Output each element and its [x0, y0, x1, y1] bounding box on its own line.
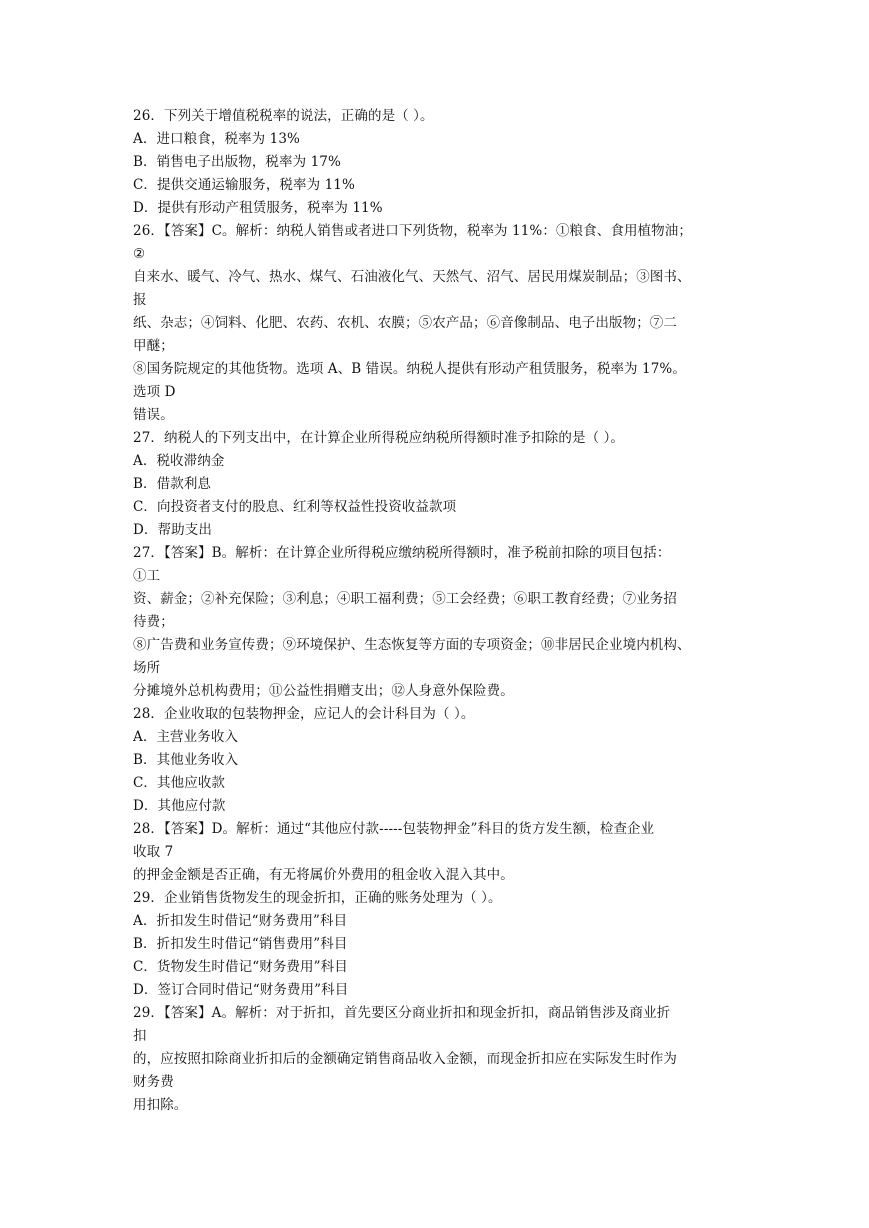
text-line: 场所: [133, 660, 161, 676]
text-line: B．折扣发生时借记“销售费用”科目: [133, 936, 348, 952]
text-line: B．销售电子出版物，税率为 17%: [133, 154, 341, 170]
text-line: 待费；: [133, 614, 174, 630]
text-line: 扣: [133, 1028, 147, 1044]
text-line: 选项 D: [133, 384, 176, 400]
text-line: 分摊境外总机构费用；⑪公益性捐赠支出；⑫人身意外保险费。: [133, 683, 514, 699]
text-line: 报: [133, 292, 147, 308]
text-line: B．其他业务收入: [133, 752, 239, 768]
text-line: A．主营业务收入: [133, 729, 239, 745]
text-line: 错误。: [133, 407, 174, 423]
text-line: A．进口粮食，税率为 13%: [133, 131, 300, 147]
text-line: C．提供交通运输服务，税率为 11%: [133, 177, 355, 193]
text-line: 29．【答案】A。解析：对于折扣，首先要区分商业折扣和现金折扣，商品销售涉及商业折: [133, 1005, 671, 1021]
text-line: D．其他应付款: [133, 798, 226, 814]
text-line: B．借款利息: [133, 476, 212, 492]
text-line: D．帮助支出: [133, 522, 212, 538]
text-line: 财务费: [133, 1074, 174, 1090]
text-line: 26．下列关于增值税税率的说法，正确的是（ ）。: [133, 108, 434, 124]
text-line: ①工: [133, 568, 161, 584]
document-body: [133, 105, 753, 1117]
text-line: D．签订合同时借记“财务费用”科目: [133, 982, 349, 998]
text-line: 28．【答案】D。解析：通过“其他应付款-----包装物押金”科目的货方发生额，检查企业: [133, 821, 655, 837]
text-line: 27．纳税人的下列支出中，在计算企业所得税应纳税所得额时准予扣除的是（ ）。: [133, 430, 625, 446]
text-line: 用扣除。: [133, 1097, 188, 1113]
text-line: C．其他应收款: [133, 775, 226, 791]
text-line: 自来水、暖气、冷气、热水、煤气、石油液化气、天然气、沼气、居民用煤炭制品；③图书、: [133, 269, 691, 285]
text-line: A．税收滞纳金: [133, 453, 225, 469]
text-line: 的，应按照扣除商业折扣后的金额确定销售商品收入金额，而现金折扣应在实际发生时作为: [133, 1051, 677, 1067]
text-line: 29．企业销售货物发生的现金折扣，正确的账务处理为（ ）。: [133, 890, 502, 906]
text-line: ⑧国务院规定的其他货物。选项 A、B 错误。纳税人提供有形动产租赁服务，税率为 17%。: [133, 361, 686, 377]
text-line: 的押金金额是否正确，有无将属价外费用的租金收入混入其中。: [133, 867, 514, 883]
text-line: ②: [133, 246, 146, 262]
text-line: 甲醚；: [133, 338, 174, 354]
text-line: 27．【答案】B。解析：在计算企业所得税应缴纳税所得额时，准予税前扣除的项目包括：: [133, 545, 671, 561]
text-line: D．提供有形动产租赁服务，税率为 11%: [133, 200, 383, 216]
text-line: 26．【答案】C。解析：纳税人销售或者进口下列货物，税率为 11%：①粮食、食用植物油；: [133, 223, 692, 239]
text-line: ⑧广告费和业务宣传费；⑨环境保护、生态恢复等方面的专项资金；⑩非居民企业境内机构、: [133, 637, 691, 653]
text-line: 28．企业收取的包装物押金，应记人的会计科目为（ ）。: [133, 706, 475, 722]
text-line: 资、薪金；②补充保险；③利息；④职工福利费；⑤工会经费；⑥职工教育经费；⑦业务招: [133, 591, 677, 607]
text-line: C．货物发生时借记“财务费用”科目: [133, 959, 348, 975]
text-line: A．折扣发生时借记“财务费用”科目: [133, 913, 348, 929]
text-line: C．向投资者支付的股息、红利等权益性投资收益款项: [133, 499, 457, 515]
text-line: 纸、杂志；④饲料、化肥、农药、农机、农膜；⑤农产品；⑥音像制品、电子出版物；⑦二: [133, 315, 677, 331]
text-line: 收取 7: [133, 844, 174, 860]
